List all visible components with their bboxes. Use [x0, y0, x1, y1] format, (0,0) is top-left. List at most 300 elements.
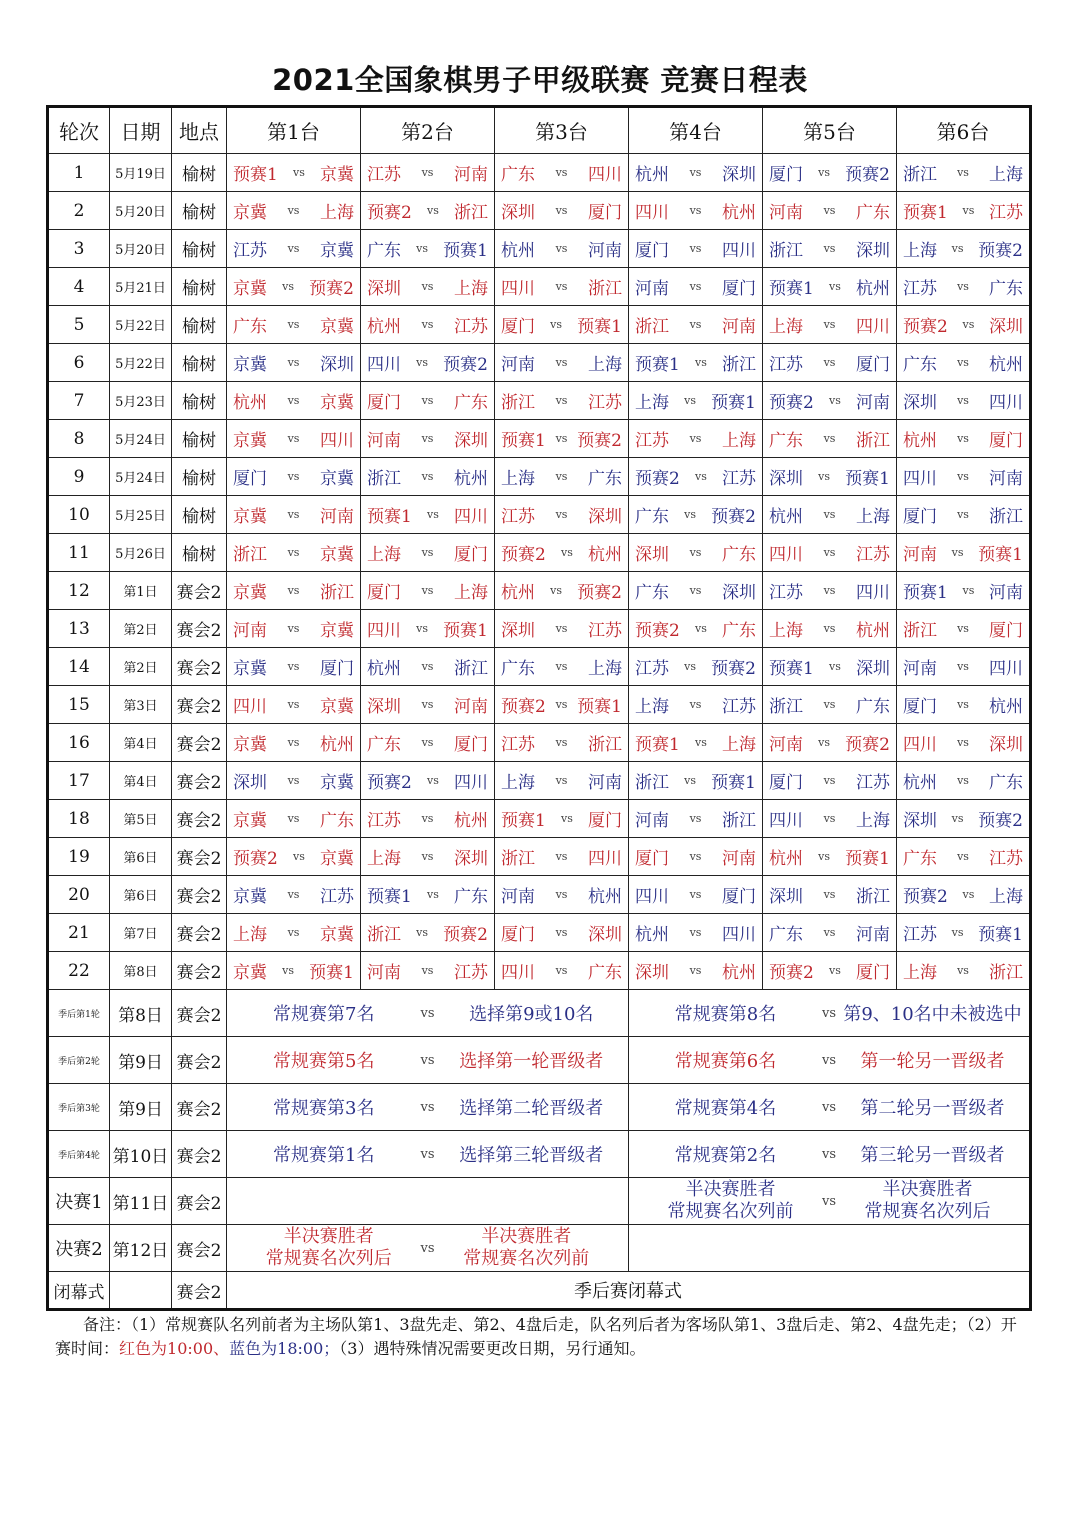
board-cell — [629, 724, 763, 762]
home-team: 浙江 — [769, 697, 803, 717]
team-b: 第二轮另一晋级者 — [860, 1098, 1005, 1119]
board-cell — [361, 344, 495, 382]
board-cell — [897, 724, 1031, 762]
vs-label: vs — [287, 888, 300, 901]
away-team: 浙江 — [855, 887, 890, 907]
away-team: 京冀 — [319, 393, 354, 413]
home-team: 广东 — [501, 659, 535, 679]
home-team: 厦门 — [903, 697, 937, 717]
vs-label: vs — [420, 1005, 435, 1021]
date-cell: 第8日 — [110, 990, 172, 1037]
matchup — [495, 882, 628, 907]
away-team: 京冀 — [319, 545, 354, 565]
home-team: 杭州 — [501, 583, 535, 603]
vs-label: vs — [287, 204, 300, 217]
place-cell: 赛会2 — [172, 838, 227, 876]
place-cell: 赛会2 — [172, 990, 227, 1037]
round-cell: 季后第3轮 — [48, 1084, 110, 1131]
playoff-matchup — [227, 990, 629, 1037]
matchup — [763, 692, 896, 717]
home-team: 京冀 — [233, 963, 267, 983]
vs-label: vs — [421, 546, 434, 559]
home-team: 杭州 — [769, 849, 803, 869]
away-team: 预赛1 — [577, 317, 622, 337]
matchup — [897, 768, 1029, 793]
matchup — [361, 692, 494, 717]
vs-label: vs — [421, 432, 434, 445]
vs-label: vs — [689, 964, 702, 977]
board-cell — [227, 648, 361, 686]
playoff-matchup — [629, 1037, 1031, 1084]
board-cell — [495, 230, 629, 268]
board-cell — [629, 534, 763, 572]
matchup — [629, 464, 762, 489]
vs-label: vs — [962, 888, 975, 901]
place-cell: 赛会2 — [172, 686, 227, 724]
away-team: 预赛1 — [978, 925, 1023, 945]
matchup — [763, 312, 896, 337]
away-team: 厦门 — [856, 963, 890, 983]
matchup — [361, 388, 494, 413]
date-cell: 第8日 — [110, 952, 172, 990]
board-cell — [897, 192, 1031, 230]
home-team: 浙江 — [501, 393, 535, 413]
team-a: 常规赛第5名 — [273, 1051, 375, 1072]
home-team: 预赛2 — [769, 963, 814, 983]
matchup — [495, 388, 628, 413]
away-team: 预赛1 — [711, 773, 756, 793]
away-team: 杭州 — [587, 887, 622, 907]
home-team: 河南 — [501, 887, 535, 907]
vs-label: vs — [962, 318, 975, 331]
home-team: 上海 — [903, 241, 937, 261]
matchup — [629, 312, 762, 337]
away-team: 厦门 — [587, 203, 622, 223]
vs-label: vs — [421, 736, 434, 749]
board-cell — [629, 192, 763, 230]
home-team: 广东 — [635, 583, 669, 603]
note-part-1: 备注：（1）常规赛队名列前者为主场队第1、3盘先走、第2、4盘后走，队名列后者为客场队第1、3盘后走、第2、4盘先走；（2）开赛时间： — [55, 1315, 1017, 1358]
vs-label: vs — [287, 546, 300, 559]
home-team: 京冀 — [233, 279, 267, 299]
matchup — [495, 312, 628, 337]
vs-label: vs — [822, 1052, 837, 1068]
home-team: 浙江 — [501, 849, 535, 869]
date-cell: 5月22日 — [110, 306, 172, 344]
date-cell: 5月20日 — [110, 230, 172, 268]
board-cell — [763, 572, 897, 610]
board-cell — [227, 458, 361, 496]
home-team: 厦门 — [635, 849, 669, 869]
home-team: 预赛2 — [233, 849, 278, 869]
matchup — [897, 198, 1029, 223]
matchup — [495, 844, 628, 869]
matchup — [897, 920, 1029, 945]
vs-label: vs — [420, 1052, 435, 1068]
matchup — [763, 540, 896, 565]
home-team: 江苏 — [903, 279, 937, 299]
team-a-line2: 常规赛名次列前 — [667, 1201, 794, 1222]
away-team: 杭州 — [721, 203, 756, 223]
board-cell — [763, 876, 897, 914]
team-a: 常规赛第4名 — [674, 1098, 777, 1119]
date-cell: 第12日 — [110, 1225, 172, 1272]
vs-label: vs — [951, 546, 964, 559]
matchup — [227, 730, 360, 755]
vs-label: vs — [694, 736, 707, 749]
away-team: 江苏 — [722, 469, 756, 489]
place-cell: 赛会2 — [172, 1178, 227, 1225]
matchup — [495, 730, 628, 755]
matchup — [629, 426, 762, 451]
vs-label: vs — [426, 204, 439, 217]
matchup — [361, 578, 494, 603]
away-team: 江苏 — [319, 887, 354, 907]
matchup — [629, 1047, 1029, 1073]
away-team: 河南 — [989, 583, 1023, 603]
home-team: 河南 — [367, 431, 401, 451]
vs-label: vs — [426, 888, 439, 901]
vs-label: vs — [555, 622, 568, 635]
away-team: 深圳 — [587, 507, 622, 527]
team-b-line2: 常规赛名次列前 — [463, 1248, 590, 1269]
header-board-3: 第3台 — [495, 107, 629, 154]
board-cell — [629, 610, 763, 648]
home-team: 浙江 — [903, 621, 937, 641]
playoff-matchup — [629, 1084, 1031, 1131]
vs-label: vs — [822, 1005, 837, 1021]
matchup — [227, 806, 360, 831]
board-cell — [361, 876, 495, 914]
vs-label: vs — [822, 1193, 837, 1209]
home-team: 四川 — [903, 735, 937, 755]
place-cell: 榆树 — [172, 420, 227, 458]
vs-label: vs — [689, 888, 702, 901]
matchup — [495, 920, 628, 945]
home-team: 预赛2 — [367, 203, 412, 223]
home-team: 河南 — [635, 811, 669, 831]
board-cell — [897, 876, 1031, 914]
board-cell — [361, 800, 495, 838]
matchup — [763, 388, 896, 413]
home-team: 广东 — [635, 507, 669, 527]
away-team: 广东 — [453, 393, 488, 413]
date-cell: 5月25日 — [110, 496, 172, 534]
away-team: 厦门 — [988, 431, 1023, 451]
away-team: 杭州 — [453, 469, 488, 489]
matchup — [763, 578, 896, 603]
away-team: 河南 — [319, 507, 354, 527]
matchup — [495, 464, 628, 489]
home-team: 深圳 — [635, 545, 669, 565]
team-b-line1: 半决赛胜者 — [481, 1226, 572, 1247]
matchup — [361, 616, 494, 641]
away-team: 厦门 — [453, 545, 488, 565]
matchup — [897, 692, 1029, 717]
away-team: 四川 — [587, 165, 622, 185]
board-cell — [495, 686, 629, 724]
board-cell — [495, 838, 629, 876]
board-cell — [361, 534, 495, 572]
home-team: 预赛1 — [635, 735, 680, 755]
away-team: 上海 — [855, 507, 890, 527]
round-cell: 6 — [48, 344, 110, 382]
vs-label: vs — [287, 508, 300, 521]
vs-label: vs — [689, 318, 702, 331]
date-cell: 第9日 — [110, 1037, 172, 1084]
away-team: 浙江 — [988, 963, 1023, 983]
matchup — [361, 198, 494, 223]
away-team: 四川 — [721, 925, 756, 945]
board-cell — [629, 306, 763, 344]
board-cell — [763, 420, 897, 458]
board-cell — [495, 192, 629, 230]
matchup — [495, 502, 628, 527]
vs-label: vs — [287, 926, 300, 939]
board-cell — [495, 534, 629, 572]
vs-label: vs — [689, 812, 702, 825]
playoff-matchup — [227, 1037, 629, 1084]
away-team: 浙江 — [319, 583, 354, 603]
vs-label: vs — [694, 470, 707, 483]
home-team: 厦门 — [903, 507, 937, 527]
home-team: 上海 — [501, 773, 535, 793]
matchup — [629, 730, 762, 755]
home-team: 江苏 — [635, 431, 669, 451]
matchup — [629, 502, 762, 527]
board-cell — [495, 420, 629, 458]
vs-label: vs — [420, 1240, 435, 1256]
board-cell — [495, 762, 629, 800]
vs-label: vs — [555, 470, 568, 483]
place-cell: 榆树 — [172, 458, 227, 496]
header-row — [48, 107, 1031, 154]
header-board-2: 第2台 — [361, 107, 495, 154]
home-team: 杭州 — [233, 393, 267, 413]
home-team: 广东 — [769, 431, 803, 451]
home-team: 京冀 — [233, 811, 267, 831]
vs-label: vs — [957, 166, 969, 179]
board-cell — [763, 154, 897, 192]
home-team: 杭州 — [367, 659, 401, 679]
away-team: 江苏 — [989, 203, 1023, 223]
vs-label: vs — [822, 1099, 837, 1115]
matchup — [361, 654, 494, 679]
vs-label: vs — [287, 774, 300, 787]
home-team: 京冀 — [233, 735, 267, 755]
vs-label: vs — [951, 812, 964, 825]
date-cell: 5月20日 — [110, 192, 172, 230]
matchup — [227, 920, 360, 945]
board-cell — [897, 610, 1031, 648]
board-cell — [897, 230, 1031, 268]
home-team: 浙江 — [367, 925, 401, 945]
table-row — [48, 154, 1031, 192]
vs-label: vs — [421, 166, 434, 179]
home-team: 厦门 — [769, 773, 803, 793]
matchup — [227, 768, 360, 793]
table-row — [48, 192, 1031, 230]
home-team: 预赛1 — [903, 583, 948, 603]
home-team: 江苏 — [769, 355, 803, 375]
team-a-line1: 半决赛胜者 — [283, 1226, 374, 1247]
vs-label: vs — [420, 1146, 435, 1162]
vs-label: vs — [962, 204, 975, 217]
vs-label: vs — [823, 584, 836, 597]
home-team: 预赛2 — [367, 773, 412, 793]
home-team: 京冀 — [233, 887, 267, 907]
place-cell: 榆树 — [172, 154, 227, 192]
home-team: 四川 — [903, 469, 937, 489]
home-team: 京冀 — [233, 507, 267, 527]
matchup — [495, 350, 628, 375]
away-team: 上海 — [319, 203, 354, 223]
board-cell — [763, 268, 897, 306]
board-cell — [361, 154, 495, 192]
place-cell: 赛会2 — [172, 1272, 227, 1310]
matchup — [897, 426, 1029, 451]
closing-row — [48, 1272, 1031, 1310]
matchup — [495, 654, 628, 679]
matchup — [763, 198, 896, 223]
board-cell — [763, 686, 897, 724]
home-team: 上海 — [367, 849, 401, 869]
date-cell: 第11日 — [110, 1178, 172, 1225]
round-cell: 20 — [48, 876, 110, 914]
away-team: 预赛1 — [845, 469, 890, 489]
matchup — [629, 768, 762, 793]
vs-label: vs — [823, 432, 836, 445]
vs-label: vs — [555, 850, 568, 863]
board-cell — [897, 838, 1031, 876]
home-team: 杭州 — [903, 431, 937, 451]
matchup — [897, 464, 1029, 489]
away-team: 厦门 — [721, 887, 756, 907]
vs-label: vs — [555, 660, 568, 673]
away-team: 预赛2 — [978, 811, 1023, 831]
table-row — [48, 800, 1031, 838]
place-cell: 榆树 — [172, 496, 227, 534]
board-cell — [763, 648, 897, 686]
table-row — [48, 534, 1031, 572]
away-team: 河南 — [453, 697, 488, 717]
place-cell: 榆树 — [172, 192, 227, 230]
home-team: 深圳 — [769, 469, 803, 489]
away-team: 广东 — [721, 545, 756, 565]
board-cell — [227, 876, 361, 914]
away-team: 杭州 — [856, 279, 890, 299]
matchup — [227, 540, 360, 565]
away-team: 京冀 — [320, 849, 354, 869]
matchup — [227, 1047, 628, 1073]
board-cell — [897, 686, 1031, 724]
home-team: 预赛1 — [367, 887, 412, 907]
board-cell — [629, 154, 763, 192]
vs-label: vs — [957, 470, 969, 483]
home-team: 预赛1 — [233, 165, 278, 185]
away-team: 浙江 — [855, 431, 890, 451]
home-team: 杭州 — [635, 165, 669, 185]
board-cell — [495, 876, 629, 914]
vs-label: vs — [689, 242, 702, 255]
vs-label: vs — [555, 964, 568, 977]
board-cell — [361, 952, 495, 990]
vs-label: vs — [684, 660, 697, 673]
home-team: 上海 — [635, 697, 669, 717]
matchup — [897, 502, 1029, 527]
matchup — [897, 958, 1029, 983]
home-team: 杭州 — [501, 241, 535, 261]
board-cell — [495, 914, 629, 952]
matchup — [361, 920, 494, 945]
away-team: 河南 — [453, 165, 488, 185]
place-cell: 榆树 — [172, 306, 227, 344]
home-team: 江苏 — [769, 583, 803, 603]
team-b-line2: 常规赛名次列后 — [864, 1201, 991, 1222]
playoff-matchup — [629, 990, 1031, 1037]
vs-label: vs — [822, 1146, 837, 1162]
matchup — [897, 160, 1029, 185]
playoff-matchup — [629, 1131, 1031, 1178]
away-team: 浙江 — [454, 203, 488, 223]
team-a: 常规赛第1名 — [273, 1145, 375, 1166]
board-cell — [629, 838, 763, 876]
away-team: 预赛2 — [978, 241, 1023, 261]
vs-label: vs — [282, 964, 295, 977]
table-row — [48, 876, 1031, 914]
board-cell — [227, 496, 361, 534]
matchup — [763, 350, 896, 375]
place-cell: 榆树 — [172, 230, 227, 268]
vs-label: vs — [555, 508, 568, 521]
round-cell: 决赛2 — [48, 1225, 110, 1272]
away-team: 河南 — [855, 925, 890, 945]
away-team: 上海 — [989, 887, 1023, 907]
vs-label: vs — [416, 622, 429, 635]
matchup — [227, 160, 360, 185]
away-team: 预赛1 — [845, 849, 890, 869]
matchup — [629, 616, 762, 641]
table-row — [48, 762, 1031, 800]
round-cell: 5 — [48, 306, 110, 344]
vs-label: vs — [823, 812, 836, 825]
board-cell — [495, 344, 629, 382]
vs-label: vs — [957, 660, 969, 673]
board-cell — [495, 648, 629, 686]
away-team: 预赛2 — [577, 431, 622, 451]
home-team: 广东 — [233, 317, 267, 337]
note-blue-time: 蓝色为18:00； — [229, 1339, 340, 1358]
away-team: 四川 — [855, 317, 890, 337]
vs-label: vs — [426, 774, 439, 787]
place-cell: 赛会2 — [172, 648, 227, 686]
matchup — [227, 654, 360, 679]
vs-label: vs — [684, 508, 697, 521]
date-cell: 5月24日 — [110, 458, 172, 496]
vs-label: vs — [555, 356, 568, 369]
vs-label: vs — [689, 926, 702, 939]
away-team: 上海 — [855, 811, 890, 831]
vs-label: vs — [287, 622, 300, 635]
vs-label: vs — [287, 812, 300, 825]
place-cell: 榆树 — [172, 534, 227, 572]
board-cell — [763, 230, 897, 268]
matchup — [763, 654, 896, 679]
board-cell — [495, 382, 629, 420]
away-team: 浙江 — [721, 811, 756, 831]
home-team: 江苏 — [501, 735, 535, 755]
away-team: 江苏 — [587, 393, 622, 413]
